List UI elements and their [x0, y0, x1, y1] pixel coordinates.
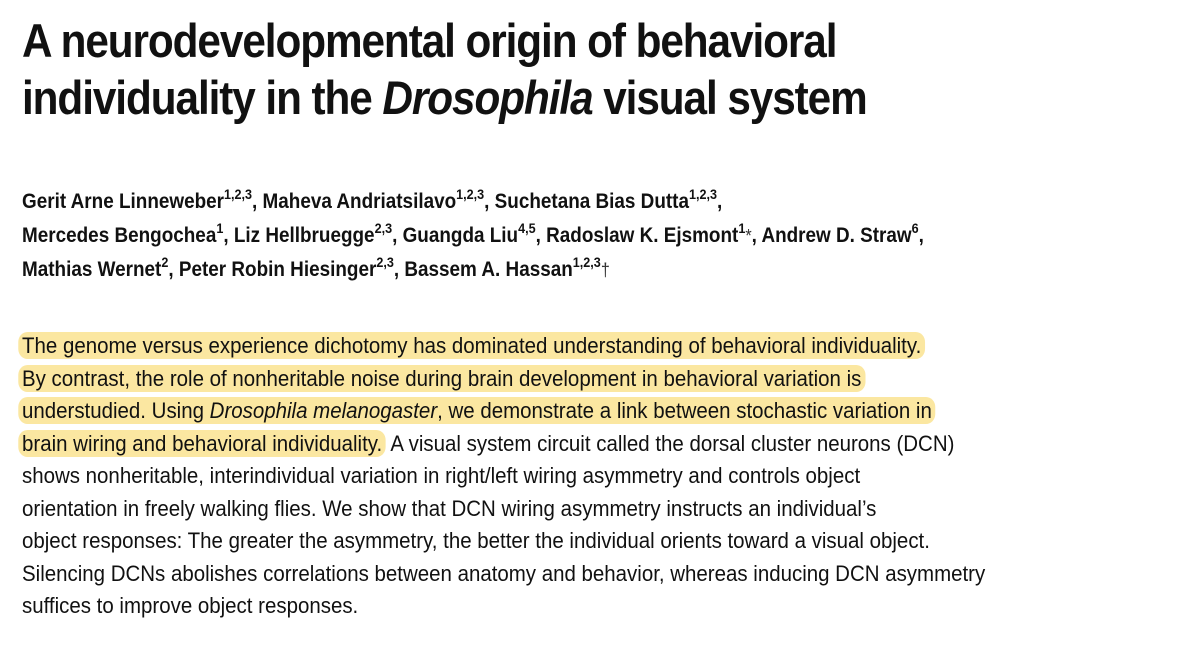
author-name: Maheva Andriatsilavo — [262, 190, 457, 213]
author-name: Peter Robin Hiesinger — [178, 258, 377, 281]
author-affiliation: 2,3 — [376, 254, 394, 270]
title-line-1: A neurodevelopmental origin of behavioral — [22, 14, 837, 67]
author-separator: , — [717, 190, 723, 213]
author-affiliation: 1,2,3 — [572, 254, 601, 270]
title-line-2 — [22, 69, 1075, 126]
author-name: Guangda Liu — [402, 224, 519, 247]
author-affiliation: 2 — [161, 254, 169, 270]
author-name: Gerit Arne Linneweber — [22, 190, 224, 213]
abstract-line: shows nonheritable, interindividual variation in right/left wiring asymmetry and controls object — [22, 463, 861, 488]
author-affiliation: 2,3 — [374, 220, 393, 236]
author-separator: , — [751, 224, 762, 247]
author-separator: , — [484, 190, 495, 213]
abstract-line: suffices to improve object responses. — [22, 593, 359, 618]
highlighted-text — [18, 397, 935, 424]
author-separator: , — [393, 258, 405, 281]
abstract-text: A visual system circuit called the dorsal cluster neurons (DCN) — [385, 430, 955, 456]
author-line-1 — [22, 185, 1075, 219]
author-line-2 — [22, 219, 1075, 253]
article-title — [22, 12, 1192, 126]
corresponding-author-mark: † — [600, 260, 610, 280]
corresponding-author-mark: * — [745, 226, 752, 246]
author-name: Radoslaw K. Ejsmont — [546, 224, 739, 247]
author-affiliation: 1,2,3 — [456, 186, 485, 202]
author-separator: , — [392, 224, 403, 247]
author-separator: , — [168, 258, 179, 281]
author-separator: , — [535, 224, 547, 247]
highlighted-text: The genome versus experience dichotomy has dominated understanding of behavioral individuality. — [18, 332, 925, 359]
abstract-text: , we demonstrate a link between stochastic variation in — [437, 398, 932, 423]
author-name: Bassem A. Hassan — [404, 258, 573, 281]
title-genus-italic: Drosophila — [382, 71, 593, 124]
author-separator: , — [918, 224, 924, 247]
author-list — [22, 185, 1192, 287]
author-name: Suchetana Bias Dutta — [494, 190, 689, 213]
author-affiliation: 6 — [911, 220, 919, 236]
abstract-line — [22, 428, 1115, 461]
title-line-2-end: visual system — [592, 71, 867, 124]
highlighted-text: By contrast, the role of nonheritable noise during brain development in behavioral variation is — [18, 365, 865, 392]
author-separator: , — [252, 190, 263, 213]
abstract-line: object responses: The greater the asymmetry, the better the individual orients toward a visual object. — [22, 528, 930, 553]
author-name: Mercedes Bengochea — [22, 224, 217, 247]
author-affiliation: 4,5 — [518, 220, 536, 236]
author-name: Andrew D. Straw — [761, 224, 912, 247]
abstract-line — [22, 395, 1115, 428]
abstract-line: Silencing DCNs abolishes correlations between anatomy and behavior, whereas inducing DCN asymmetry — [22, 560, 986, 586]
author-affiliation: 1,2,3 — [688, 186, 718, 202]
author-affiliation: 1 — [216, 220, 224, 236]
author-name: Liz Hellbruegge — [233, 224, 375, 247]
author-affiliation: 1,2,3 — [223, 186, 253, 202]
author-line-3 — [22, 253, 1075, 287]
author-separator: , — [223, 224, 234, 247]
title-line-2-start: individuality in the — [22, 71, 383, 124]
species-name-italic: Drosophila melanogaster — [209, 398, 438, 423]
abstract — [22, 330, 1197, 623]
abstract-line: orientation in freely walking flies. We show that DCN wiring asymmetry instructs an individual’s — [22, 495, 877, 521]
abstract-line — [22, 363, 1115, 396]
highlighted-text: brain wiring and behavioral individuality. — [18, 430, 386, 457]
author-name: Mathias Wernet — [22, 258, 162, 281]
abstract-line — [22, 330, 1115, 363]
article-page — [22, 0, 1192, 666]
abstract-text: understudied. Using — [22, 398, 210, 423]
author-affiliation: 1 — [738, 220, 746, 236]
